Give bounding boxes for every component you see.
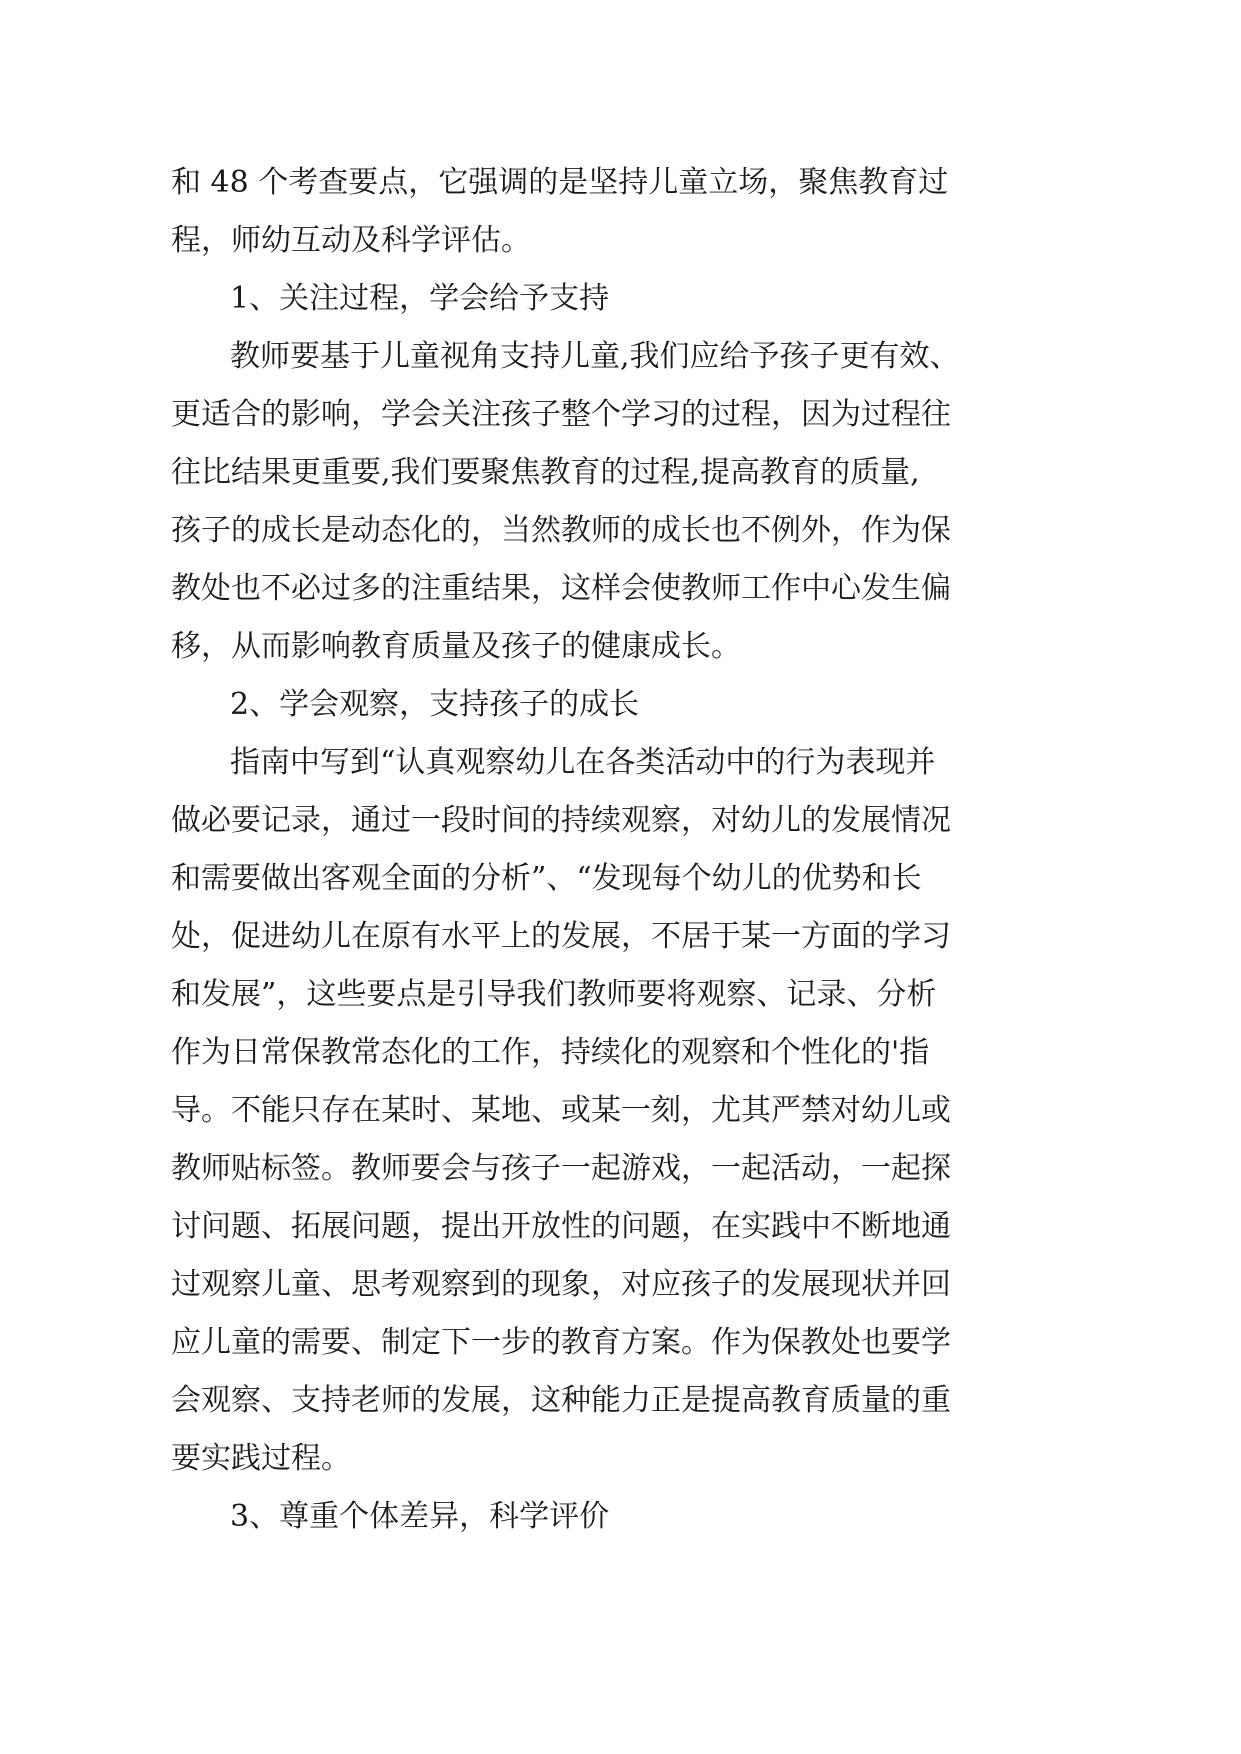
text-line: 教师要基于儿童视角支持儿童,我们应给予孩子更有效、 <box>230 339 960 374</box>
text-line: 做必要记录，通过一段时间的持续观察，对幼儿的发展情况 <box>171 803 951 838</box>
section-heading: 1、关注过程，学会给予支持 <box>230 281 610 316</box>
text-line: 和 48 个考查要点，它强调的是坚持儿童立场，聚焦教育过 <box>171 165 949 200</box>
text-line: 要实践过程。 <box>171 1441 351 1476</box>
text-line: 指南中写到“认真观察幼儿在各类活动中的行为表现并 <box>230 745 936 780</box>
text-line: 应儿童的需要、制定下一步的教育方案。作为保教处也要学 <box>171 1325 951 1360</box>
text-line: 和需要做出客观全面的分析”、“发现每个幼儿的优势和长 <box>171 861 922 896</box>
section-heading: 3、尊重个体差异，科学评价 <box>230 1499 610 1534</box>
section-heading: 2、学会观察，支持孩子的成长 <box>230 687 640 722</box>
text-line: 教处也不必过多的注重结果，这样会使教师工作中心发生偏 <box>171 571 951 606</box>
text-line: 会观察、支持老师的发展，这种能力正是提高教育质量的重 <box>171 1383 951 1418</box>
text-line: 导。不能只存在某时、某地、或某一刻，尤其严禁对幼儿或 <box>171 1093 951 1128</box>
text-line: 教师贴标签。教师要会与孩子一起游戏，一起活动，一起探 <box>171 1151 951 1186</box>
text-line: 处，促进幼儿在原有水平上的发展，不居于某一方面的学习 <box>171 919 951 954</box>
text-line: 孩子的成长是动态化的，当然教师的成长也不例外，作为保 <box>171 513 951 548</box>
text-line: 过观察儿童、思考观察到的现象，对应孩子的发展现状并回 <box>171 1267 951 1302</box>
text-line: 和发展”，这些要点是引导我们教师要将观察、记录、分析 <box>171 977 937 1012</box>
text-line: 作为日常保教常态化的工作，持续化的观察和个性化的'指 <box>171 1035 930 1070</box>
text-line: 移，从而影响教育质量及孩子的健康成长。 <box>171 629 741 664</box>
text-line: 更适合的影响，学会关注孩子整个学习的过程，因为过程往 <box>171 397 951 432</box>
text-line: 程，师幼互动及科学评估。 <box>171 223 531 258</box>
text-line: 讨问题、拓展问题，提出开放性的问题，在实践中不断地通 <box>171 1209 951 1244</box>
text-line: 往比结果更重要,我们要聚焦教育的过程,提高教育的质量, <box>171 455 920 490</box>
